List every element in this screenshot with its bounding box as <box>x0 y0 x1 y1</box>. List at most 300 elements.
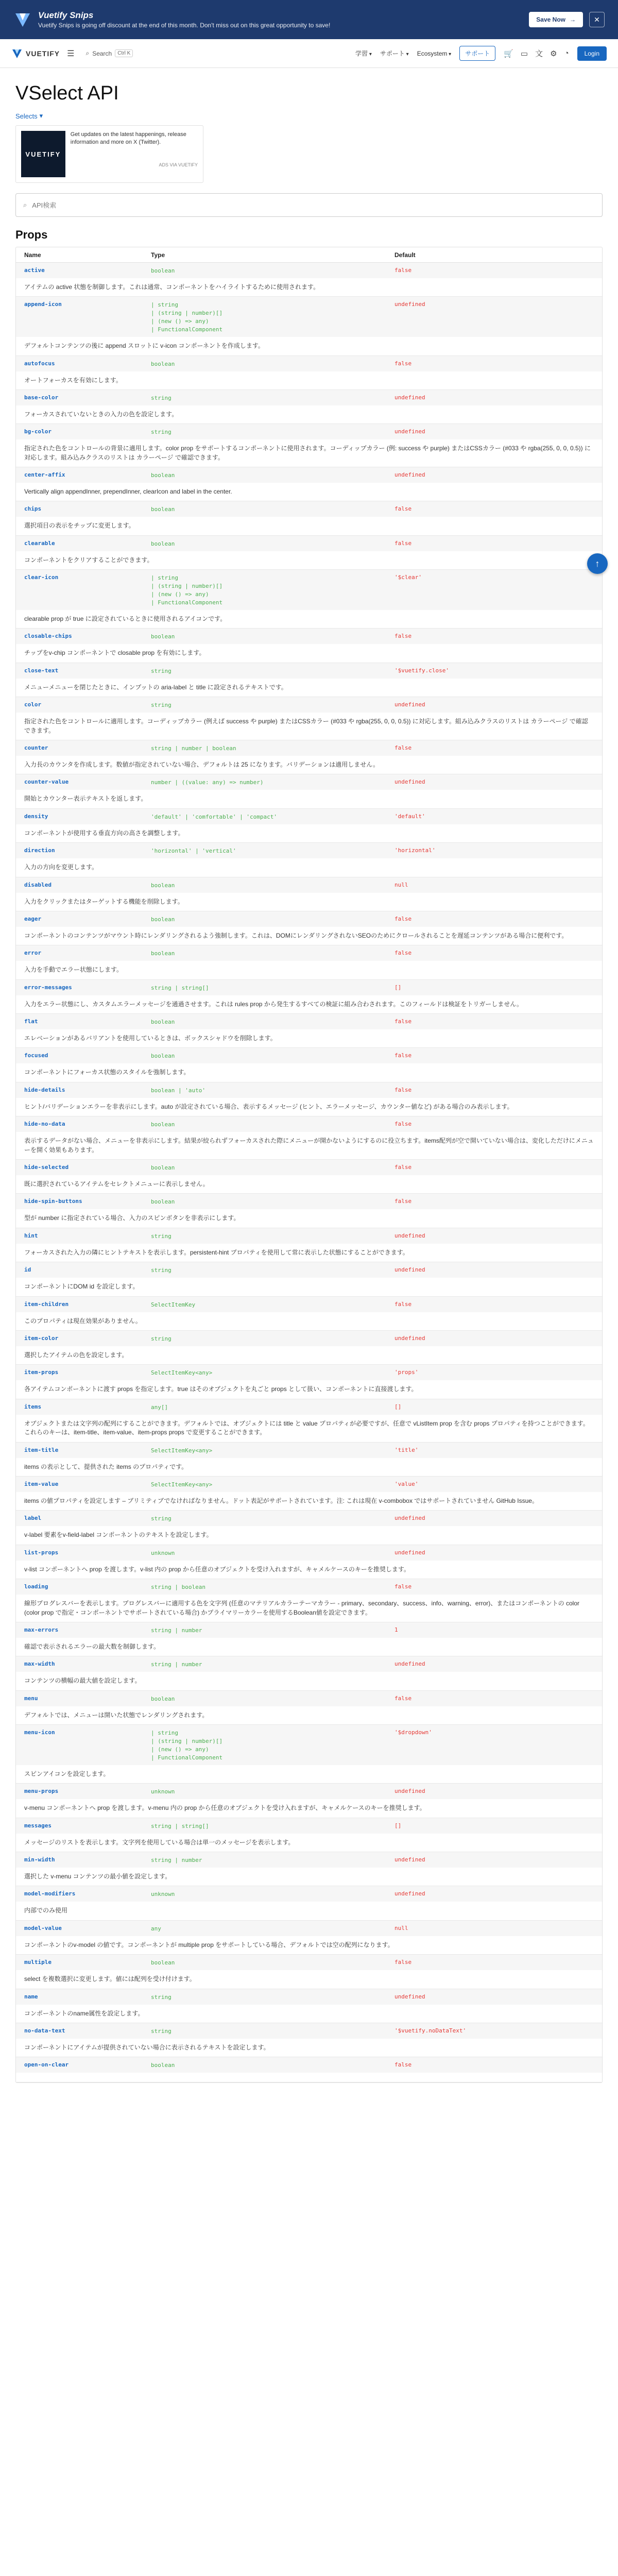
prop-description: オブジェクトまたは文字列の配列にすることができます。デフォルトでは、オブジェクトには title と value プロパティが必要ですが、任意で vListItem prop を含む props プロパティを持つことができます。これらのキーは、item-title、item-value、item-props props で変更することができます。 <box>24 1419 589 1436</box>
prop-type: string <box>151 1993 171 2001</box>
prop-default: 'title' <box>394 1446 419 1453</box>
nav-ecosystem[interactable]: Ecosystem ▾ <box>417 50 452 57</box>
prop-type: string | number <box>151 1661 202 1668</box>
prop-name[interactable]: label <box>24 1515 42 1522</box>
prop-name[interactable]: items <box>24 1403 42 1410</box>
prop-description: このプロパティは現在効果がありません。 <box>24 1317 142 1325</box>
table-row <box>16 1579 602 1622</box>
cart-icon[interactable]: 🛒 <box>504 49 513 58</box>
prop-default: null <box>394 1924 408 1931</box>
prop-name[interactable]: center-affix <box>24 471 65 479</box>
prop-default: undefined <box>394 1266 425 1274</box>
prop-description: 指定された色をコントロールの背景に適用します。color prop をサポートするコンポーネントに使用されます。コーディップカラー (例: success や purple) またはCSSカラー (#033 や rgba(255, 0, 0, 0.5)) に対応します。組み込みクラスのリストは カラーページ で確認できます。 <box>24 445 591 461</box>
ad-text: Get updates on the latest happenings, release information and more on X (Twitter). <box>70 131 186 146</box>
prop-name[interactable]: clear-icon <box>24 574 59 581</box>
prop-name[interactable]: no-data-text <box>24 2027 65 2034</box>
prop-default: undefined <box>394 1993 425 2000</box>
table-row <box>16 1818 602 1852</box>
prop-head <box>16 1082 602 1098</box>
table-row <box>16 1921 602 1955</box>
table-row <box>16 697 602 740</box>
prop-default: null <box>394 881 408 888</box>
prop-description: 入力を手動でエラー状態にします。 <box>24 966 123 974</box>
prop-type: string <box>151 1232 171 1240</box>
table-row <box>16 1955 602 1989</box>
prop-description: clearable prop が true に設定されているときに使用されるアイコンです。 <box>24 615 227 623</box>
prop-default: false <box>394 1300 412 1308</box>
prop-head <box>16 1116 602 1132</box>
prop-head <box>16 1955 602 1970</box>
prop-default: 'props' <box>394 1369 419 1376</box>
prop-default: 'horizontal' <box>394 847 436 854</box>
prop-default: [] <box>394 1822 402 1829</box>
prop-description: 線形プログレスバーを表示します。プログレスバーに適用する色を文字列 (任意のマテリアルカラーテーマカラー - primary、secondary、success、info、warning、error)、またはコンポーネントの color (color prop で指定・コンポーネントでサポートされている場合) かプライマリーカラーを使用するBoolean値を設定できます。 <box>24 1600 580 1616</box>
table-row <box>16 1725 602 1784</box>
prop-type: any <box>151 1925 161 1932</box>
arrow-up-icon: ↑ <box>595 558 600 569</box>
section-title: Props <box>15 228 48 241</box>
table-row <box>16 629 602 663</box>
prop-name[interactable]: menu <box>24 1694 38 1702</box>
prop-type: unknown <box>151 1891 175 1898</box>
prop-default: '$dropdown' <box>394 1729 432 1736</box>
table-row <box>16 774 602 808</box>
prop-default: false <box>394 505 412 513</box>
prop-name[interactable]: model-value <box>24 1924 62 1931</box>
prop-head <box>16 1545 602 1561</box>
table-row <box>16 536 602 570</box>
prop-type: boolean <box>151 1695 175 1702</box>
prop-type: boolean | 'auto' <box>151 1087 205 1094</box>
prop-default: false <box>394 1959 412 1966</box>
prop-type: string | string[] <box>151 1822 209 1829</box>
prop-description: 指定された色をコントロールに適用します。コーディップカラー (例えば success や purple) またはCSSカラー (#033 や rgba(255, 0, 0, 0.5)) に対応します。組み込みクラスのリストは カラーページ で確認できます。 <box>24 718 588 734</box>
promo-title: Vuetify Snips <box>38 10 94 20</box>
top-nav <box>355 46 495 61</box>
api-search-input[interactable] <box>32 201 595 209</box>
search-button[interactable] <box>85 49 133 57</box>
search-shortcut: Ctrl K <box>115 49 133 57</box>
prop-name[interactable]: chips <box>24 505 42 513</box>
prop-name[interactable]: name <box>24 1993 38 2000</box>
prop-description: フォーカスされていないときの入力の色を設定します。 <box>24 410 178 418</box>
prop-name[interactable]: closable-chips <box>24 633 72 640</box>
prop-description: 各アイテムコンポーネントに渡す props を指定します。true はそのオブジェクトを丸ごと props として扱い、コンポーネントに直接渡します。 <box>24 1385 418 1393</box>
table-row <box>16 809 602 843</box>
table-row <box>16 2057 602 2082</box>
prop-type: boolean <box>151 882 175 889</box>
prop-head <box>16 1691 602 1706</box>
prop-head <box>16 1297 602 1312</box>
prop-type: unknown <box>151 1549 175 1556</box>
table-row <box>16 297 602 355</box>
prop-type: boolean <box>151 1019 175 1026</box>
prop-type: boolean <box>151 2062 175 2069</box>
table-row <box>16 1331 602 1365</box>
prop-description: 型が number に指定されている場合、入力のスピンボタンを非表示にします。 <box>24 1214 240 1222</box>
table-row <box>16 1511 602 1545</box>
table-row <box>16 570 602 629</box>
app-bar <box>0 39 618 68</box>
language-icon[interactable]: 文 <box>535 49 543 58</box>
vuetify-logo-icon[interactable] <box>11 48 23 59</box>
header-default: Default <box>394 251 416 259</box>
table-row <box>16 1365 602 1399</box>
prop-type: boolean <box>151 633 175 640</box>
prop-type: | string | (string | number)[] | (new () => any) | FunctionalComponent <box>151 301 223 333</box>
prop-description: 入力の方向を変更します。 <box>24 863 98 871</box>
prop-head <box>16 1656 602 1672</box>
prop-type: boolean <box>151 360 175 367</box>
prop-name[interactable]: autofocus <box>24 360 55 367</box>
scroll-top-button[interactable] <box>587 553 608 574</box>
notifications-icon[interactable]: ◔ <box>564 49 569 58</box>
prop-name[interactable]: item-props <box>24 1369 59 1376</box>
prop-default: false <box>394 1198 412 1205</box>
table-row <box>16 1477 602 1511</box>
prop-type: string <box>151 394 171 401</box>
prop-type: 'horizontal' | 'vertical' <box>151 848 236 855</box>
prop-description: 既に選択されているアイテムをセレクトメニューに表示しません。 <box>24 1180 209 1188</box>
header-name: Name <box>24 251 41 259</box>
prop-type: boolean <box>151 1164 175 1172</box>
vuetify-snips-logo-icon <box>13 10 32 29</box>
prop-description: Vertically align appendInner, prependInner, clearIcon and label in the center. <box>24 488 232 496</box>
prop-name[interactable]: base-color <box>24 394 59 401</box>
prop-name[interactable]: append-icon <box>24 301 62 308</box>
prop-head <box>16 1818 602 1834</box>
prop-name[interactable]: item-value <box>24 1480 59 1487</box>
prop-name[interactable]: messages <box>24 1822 52 1829</box>
prop-default: 1 <box>394 1626 398 1633</box>
nav-support[interactable]: サポート ▾ <box>380 49 409 58</box>
table-body <box>16 263 602 2082</box>
prop-description: コンポーネントにフォーカス状態のスタイルを強制します。 <box>24 1069 190 1076</box>
prop-type: any[] <box>151 1403 168 1411</box>
settings-icon[interactable]: ⚙ <box>550 49 557 58</box>
prop-head <box>16 1511 602 1526</box>
prop-default: false <box>394 950 412 957</box>
prop-head <box>16 1989 602 2005</box>
prop-name[interactable]: max-width <box>24 1660 55 1668</box>
prop-type: boolean <box>151 950 175 957</box>
prop-default: 'default' <box>394 812 425 820</box>
prop-description: 選択したアイテムの色を設定します。 <box>24 1351 128 1359</box>
prop-name[interactable]: list-props <box>24 1549 59 1556</box>
ad-image: VUETIFY <box>21 131 65 177</box>
ad-by: ADS VIA VUETIFY <box>159 162 198 167</box>
promo-subtitle: Vuetify Snips is going off discount at the end of this month. Don't miss out on this great opportunity to save! <box>38 22 331 29</box>
prop-type: string | number | boolean <box>151 744 236 752</box>
prop-head <box>16 911 602 927</box>
prop-default: undefined <box>394 1515 425 1522</box>
prop-head <box>16 1886 602 1902</box>
prop-name[interactable]: hide-details <box>24 1086 65 1093</box>
brand-name[interactable]: VUETIFY <box>26 49 60 58</box>
prop-type: string <box>151 667 171 674</box>
prop-default: '$vuetify.noDataText' <box>394 2027 467 2034</box>
prop-head <box>16 1725 602 1765</box>
prop-default: undefined <box>394 301 425 308</box>
prop-description: コンポーネントのv-model の値です。コンポーネントが multiple prop をサポートしている場合、デフォルトでは空の配列になります。 <box>24 1941 394 1948</box>
prop-type: string | string[] <box>151 984 209 991</box>
book-icon[interactable]: ▭ <box>520 49 528 58</box>
prop-default: undefined <box>394 778 425 786</box>
prop-type: boolean <box>151 267 175 274</box>
nav-learn[interactable]: 学習 ▾ <box>355 49 372 58</box>
table-row <box>16 424 602 467</box>
prop-name[interactable]: disabled <box>24 881 52 888</box>
prop-type: string <box>151 1267 171 1274</box>
table-row <box>16 1622 602 1656</box>
prop-type: unknown <box>151 1788 175 1795</box>
prop-head <box>16 501 602 517</box>
prop-head <box>16 663 602 679</box>
prop-head <box>16 1228 602 1244</box>
prop-description: メニューメニューを閉じたときに、インプットの aria-label と title に設定されるテキストです。 <box>24 683 287 691</box>
prop-default: undefined <box>394 701 425 708</box>
prop-default: undefined <box>394 1890 425 1897</box>
table-row <box>16 1048 602 1082</box>
arrow-right-icon: → <box>570 16 576 23</box>
prop-head <box>16 297 602 337</box>
prop-description: 内部でのみ使用 <box>24 1907 68 1914</box>
table-row <box>16 356 602 390</box>
prop-type: string <box>151 702 171 709</box>
prop-description: v-menu コンポーネントへ prop を渡します。v-menu 内の prop から任意のオブジェクトを受け入れますが、キャメルケースのキーを推奨します。 <box>24 1804 426 1812</box>
prop-head <box>16 1331 602 1346</box>
prop-description: v-list コンポーネントへ prop を渡します。v-list 内の prop から任意のオブジェクトを受け入れますが、キャメルケースのキーを推奨します。 <box>24 1565 410 1573</box>
prop-description: 入力をエラー状態にし、カスタムエラーメッセージを通過させます。これは rules prop から発生するすべての検証に組み合わされます。このフィールドは検証をトリガーしません。 <box>24 1000 523 1008</box>
prop-head <box>16 2023 602 2039</box>
prop-default: '$vuetify.close' <box>394 667 449 674</box>
prop-description: select を複数選択に変更します。値には配列を受け付けます。 <box>24 1975 196 1983</box>
prop-name[interactable]: eager <box>24 915 42 922</box>
prop-default: [] <box>394 1403 402 1410</box>
prop-name[interactable]: hide-spin-buttons <box>24 1198 82 1205</box>
prop-description: デフォルトでは、メニューは開いた状態でレンダリングされます。 <box>24 1711 209 1719</box>
prop-head <box>16 843 602 858</box>
prop-type: number | ((value: any) => number) <box>151 779 264 786</box>
prop-description: メッセージのリストを表示します。文字列を使用している場合は単一のメッセージを表示します。 <box>24 1838 295 1846</box>
prop-head <box>16 2057 602 2073</box>
prop-description: オートフォーカスを有効にします。 <box>24 376 122 384</box>
prop-description: 確認で表示されるエラーの最大数を制御します。 <box>24 1642 160 1650</box>
prop-name[interactable]: density <box>24 812 48 820</box>
prop-name[interactable]: counter-value <box>24 778 69 786</box>
prop-description: items の表示として、提供された items のプロパティです。 <box>24 1463 188 1470</box>
prop-name[interactable]: item-title <box>24 1446 59 1453</box>
prop-name[interactable]: close-text <box>24 667 59 674</box>
login-button[interactable]: Login <box>577 46 607 61</box>
table-row <box>16 467 602 501</box>
prop-name[interactable]: hint <box>24 1232 38 1239</box>
prop-head <box>16 1477 602 1492</box>
prop-name[interactable]: item-color <box>24 1335 59 1342</box>
ad-card[interactable] <box>15 125 203 183</box>
save-now-button[interactable] <box>529 12 583 27</box>
prop-default: undefined <box>394 1856 425 1863</box>
table-row <box>16 911 602 945</box>
prop-default: false <box>394 1086 412 1093</box>
prop-default: false <box>394 1583 412 1590</box>
search-icon: ⌕ <box>85 49 90 57</box>
prop-name[interactable]: multiple <box>24 1959 52 1966</box>
prop-name[interactable]: bg-color <box>24 428 52 435</box>
prop-description: エレベーションがあるバリアントを使用しているときは、ボックスシャドウを削除します。 <box>24 1035 277 1042</box>
prop-type: SelectItemKey<any> <box>151 1481 213 1488</box>
main-content <box>0 68 618 2083</box>
table-row <box>16 1082 602 1116</box>
prop-type: string <box>151 2027 171 2035</box>
prop-description: 選択した v-menu コンテンツの最小値を設定します。 <box>24 1873 171 1880</box>
prop-default: '$clear' <box>394 574 422 581</box>
save-now-label: Save Now <box>536 16 565 23</box>
prop-type: string <box>151 1335 171 1342</box>
prop-description: コンポーネントをクリアすることができます。 <box>24 556 153 564</box>
prop-description: スピンアイコンを設定します。 <box>24 1770 110 1777</box>
table-row <box>16 1784 602 1818</box>
prop-head <box>16 809 602 824</box>
prop-head <box>16 1262 602 1278</box>
prop-default: [] <box>394 984 402 991</box>
table-header <box>16 247 602 263</box>
prop-description: コンポーネントが使用する垂直方向の高さを調整します。 <box>24 829 184 837</box>
prop-default: false <box>394 1018 412 1025</box>
prop-description: フォーカスされた入力の隣にヒントテキストを表示します。persistent-hint プロパティを使用して常に表示した状態にすることができます。 <box>24 1248 409 1256</box>
prop-description: コンテンツの横幅の最大値を設定します。 <box>24 1677 141 1685</box>
table-row <box>16 1545 602 1579</box>
table-row <box>16 1852 602 1886</box>
prop-name[interactable]: loading <box>24 1583 48 1590</box>
prop-type: SelectItemKey <box>151 1301 196 1308</box>
prop-head <box>16 1365 602 1380</box>
prop-head <box>16 774 602 790</box>
prop-description: コンポーネントのコンテンツがマウント時にレンダリングされるよう強制します。これは、DOMにレンダリングされないSEOのためにクロールされることを遅延コンテンツがある場合に便利です。 <box>24 931 568 939</box>
prop-head <box>16 1784 602 1799</box>
prop-default: false <box>394 1164 412 1171</box>
promo-banner <box>0 0 618 39</box>
prop-type: boolean <box>151 540 175 547</box>
table-row <box>16 1886 602 1920</box>
prop-name[interactable]: error <box>24 950 42 957</box>
prop-head <box>16 1399 602 1415</box>
table-row <box>16 1656 602 1690</box>
prop-default: false <box>394 539 412 547</box>
prop-name[interactable]: error-messages <box>24 984 72 991</box>
table-row <box>16 1297 602 1331</box>
prop-name[interactable]: min-width <box>24 1856 55 1863</box>
prop-name[interactable]: active <box>24 267 45 274</box>
prop-head <box>16 390 602 405</box>
table-row <box>16 980 602 1014</box>
prop-default: false <box>394 744 412 751</box>
component-selector[interactable] <box>15 112 43 120</box>
prop-name[interactable]: max-errors <box>24 1626 59 1633</box>
table-row <box>16 877 602 911</box>
component-selector-label: Selects <box>15 112 38 120</box>
prop-head <box>16 1014 602 1029</box>
prop-head <box>16 1852 602 1868</box>
table-row <box>16 945 602 979</box>
prop-head <box>16 356 602 371</box>
prop-head <box>16 1579 602 1595</box>
prop-name[interactable]: menu-icon <box>24 1729 55 1736</box>
api-search-field[interactable] <box>15 193 603 217</box>
prop-name[interactable]: focused <box>24 1052 48 1059</box>
prop-name[interactable]: id <box>24 1266 31 1274</box>
prop-description: コンポーネントのname属性を設定します。 <box>24 2009 144 2017</box>
chevron-down-icon: ▾ <box>39 112 43 120</box>
prop-type: string <box>151 1515 171 1522</box>
prop-default: 'value' <box>394 1480 419 1487</box>
close-icon[interactable]: ✕ <box>589 12 605 27</box>
prop-head <box>16 1622 602 1638</box>
table-row <box>16 740 602 774</box>
prop-description: コンポーネントにアイテムが提供されていない場合に表示されるテキストを設定します。 <box>24 2043 270 2051</box>
prop-name[interactable]: direction <box>24 847 55 854</box>
prop-head <box>16 263 602 278</box>
support-button[interactable]: サポート <box>459 46 495 61</box>
table-row <box>16 1399 602 1443</box>
prop-default: undefined <box>394 471 425 479</box>
prop-type: boolean <box>151 472 175 479</box>
prop-type: boolean <box>151 1121 175 1128</box>
prop-head <box>16 697 602 713</box>
table-row <box>16 1160 602 1194</box>
prop-name[interactable]: model-modifiers <box>24 1890 76 1897</box>
table-row <box>16 1194 602 1228</box>
prop-name[interactable]: open-on-clear <box>24 2061 69 2069</box>
prop-type: string <box>151 429 171 436</box>
table-row <box>16 501 602 535</box>
prop-type: string | boolean <box>151 1584 205 1591</box>
prop-name[interactable]: hide-no-data <box>24 1121 65 1128</box>
prop-default: undefined <box>394 1335 425 1342</box>
prop-name[interactable]: menu-props <box>24 1788 59 1795</box>
prop-head <box>16 1160 602 1175</box>
prop-name[interactable]: hide-selected <box>24 1164 69 1171</box>
prop-description: 入力長のカウンタを作成します。数値が指定されていない場合、デフォルトは 25 になります。バリデーションは適用しません。 <box>24 760 380 768</box>
prop-default: false <box>394 1121 412 1128</box>
prop-type: SelectItemKey<any> <box>151 1369 213 1377</box>
prop-default: undefined <box>394 1660 425 1668</box>
prop-default: undefined <box>394 428 425 435</box>
prop-name[interactable]: clearable <box>24 539 55 547</box>
prop-default: false <box>394 2061 412 2069</box>
prop-name[interactable]: flat <box>24 1018 38 1025</box>
prop-description: ヒント/バリデーションエラーを非表示にします。auto が設定されている場合、表示するメッセージ (ヒント、エラーメッセージ、カウンター値など) がある場合のみ表示します。 <box>24 1103 513 1110</box>
table-row <box>16 1116 602 1160</box>
search-label: Search <box>92 49 112 57</box>
table-row <box>16 1443 602 1477</box>
prop-head <box>16 570 602 610</box>
hamburger-menu-icon[interactable]: ☰ <box>67 49 75 58</box>
prop-name[interactable]: item-children <box>24 1300 69 1308</box>
prop-name[interactable]: counter <box>24 744 48 751</box>
props-table <box>15 247 603 2083</box>
table-row <box>16 390 602 424</box>
prop-description: 選択項目の表示をチップに変更します。 <box>24 522 135 530</box>
prop-head <box>16 536 602 551</box>
prop-head <box>16 1443 602 1458</box>
prop-default: false <box>394 1052 412 1059</box>
prop-name[interactable]: color <box>24 701 42 708</box>
prop-type: | string | (string | number)[] | (new () => any) | FunctionalComponent <box>151 1730 223 1761</box>
prop-head <box>16 980 602 995</box>
prop-default: undefined <box>394 1788 425 1795</box>
prop-head <box>16 1921 602 1936</box>
